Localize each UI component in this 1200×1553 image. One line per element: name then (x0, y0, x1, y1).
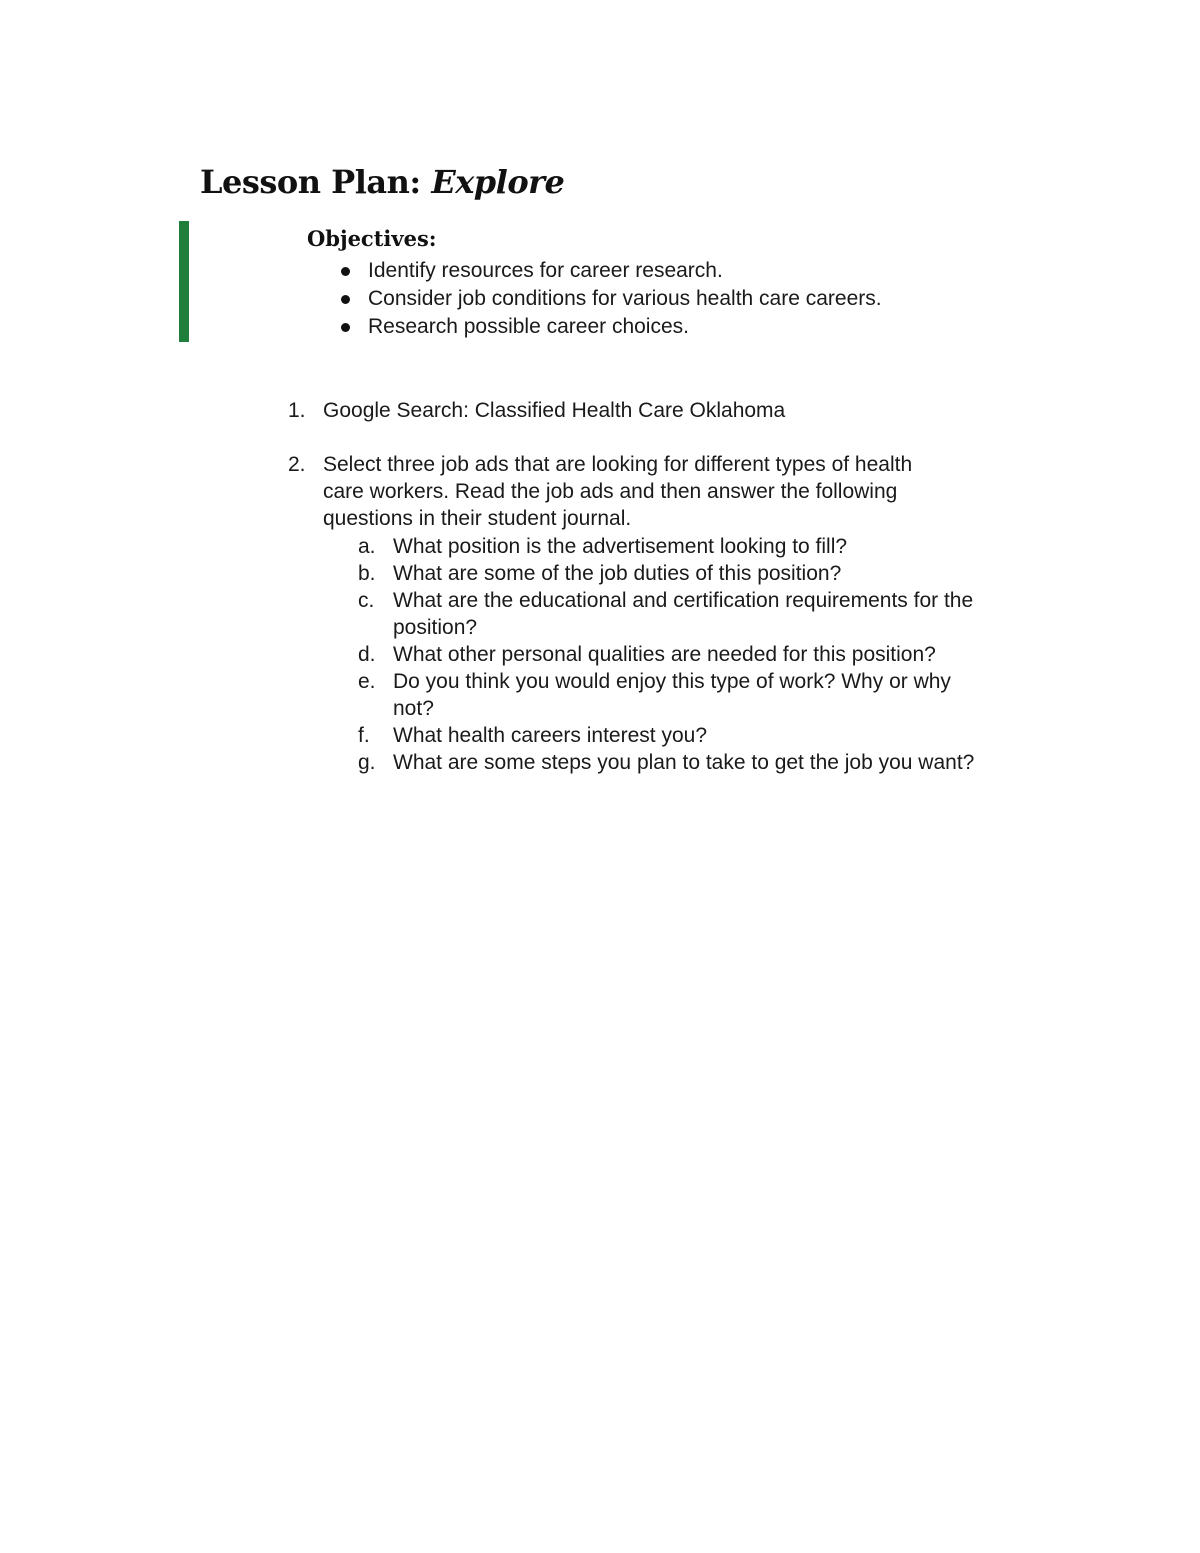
page-title-prefix: Lesson Plan: (200, 163, 432, 202)
question-letter: e. (358, 670, 376, 693)
question-item (358, 722, 974, 749)
question-item (358, 533, 974, 560)
step-number: 2. (288, 453, 306, 476)
bullet-icon (341, 267, 350, 276)
step-line: care workers. Read the job ads and then answer the following (323, 480, 898, 503)
objective-text: Identify resources for career research. (368, 259, 723, 282)
question-letter: c. (358, 589, 375, 612)
step-line: Google Search: Classified Health Care Oklahoma (323, 399, 786, 422)
question-letter: d. (358, 643, 376, 666)
step-line: questions in their student journal. (323, 507, 632, 530)
objective-item (340, 285, 882, 313)
question-line: What other personal qualities are needed for this position? (393, 643, 936, 666)
question-line: position? (393, 616, 478, 639)
question-item (358, 668, 974, 722)
question-item (358, 641, 974, 668)
question-line: What position is the advertisement looking to fill? (393, 535, 848, 558)
objective-item (340, 257, 882, 285)
question-letter: g. (358, 751, 376, 774)
objective-text: Consider job conditions for various health care careers. (368, 287, 882, 310)
accent-bar (179, 221, 189, 342)
question-line: Do you think you would enjoy this type of work? Why or why (393, 670, 951, 693)
question-list (358, 533, 974, 776)
question-line: What health careers interest you? (393, 724, 707, 747)
question-letter: b. (358, 562, 376, 585)
question-item (358, 587, 974, 641)
objectives-list (340, 257, 882, 341)
question-item (358, 749, 974, 776)
objectives-heading: Objectives: (307, 226, 437, 251)
step-number: 1. (288, 399, 306, 422)
question-item (358, 560, 974, 587)
step-text (323, 397, 785, 424)
question-line: not? (393, 697, 434, 720)
step-text (323, 451, 912, 532)
bullet-icon (341, 295, 350, 304)
page-title-emphasis: Explore (431, 163, 565, 202)
bullet-icon (341, 323, 350, 332)
objective-item (340, 313, 882, 341)
question-line: What are the educational and certification requirements for the (393, 589, 974, 612)
question-line: What are some steps you plan to take to get the job you want? (393, 751, 975, 774)
page-title (200, 163, 564, 201)
step-line: Select three job ads that are looking for different types of health (323, 453, 913, 476)
question-letter: f. (358, 724, 370, 747)
question-line: What are some of the job duties of this position? (393, 562, 842, 585)
question-letter: a. (358, 535, 376, 558)
objective-text: Research possible career choices. (368, 315, 689, 338)
